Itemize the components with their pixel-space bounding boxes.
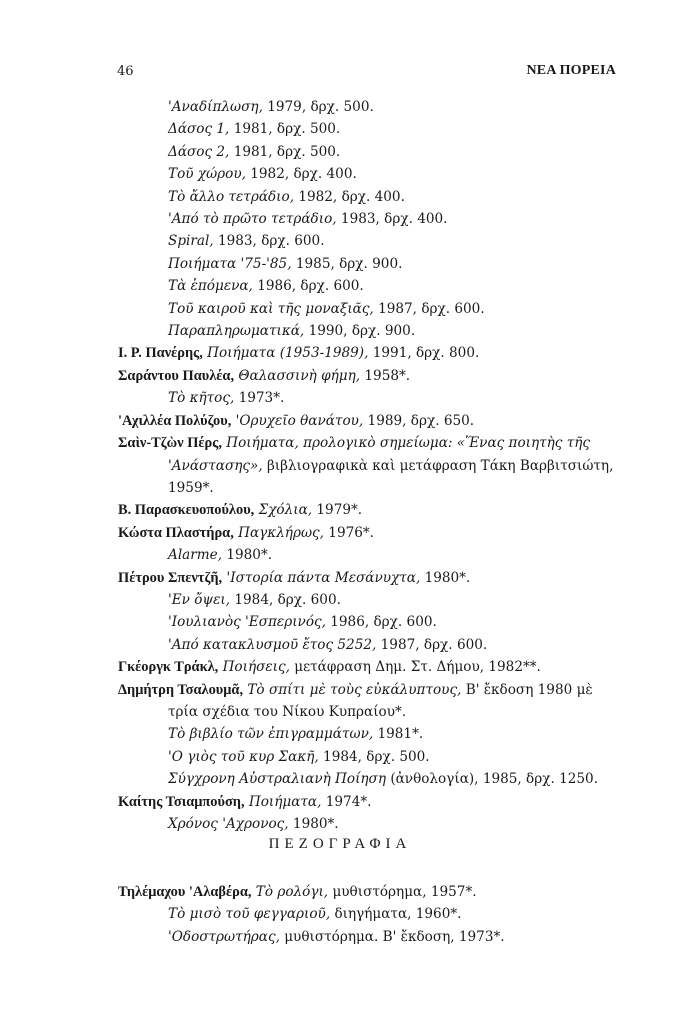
publication-details: 1980*. [420,569,471,586]
work-title: Παραπληρωματικά, [168,323,305,340]
work-title: Τὸ μισὸ τοῦ φεγγαριοῦ, [168,906,331,923]
work-title: Alarme, [168,547,223,564]
author-name: 'Αχιλλέα Πολύζου, [118,412,232,429]
bibliography-entry [118,791,624,813]
bibliography-subentry [118,118,624,140]
bibliography-subentry [118,926,624,948]
work-title: 'Οδοστρωτήρας, [168,928,280,945]
author-name: Τηλέμαχου 'Αλαβέρα, [118,884,252,900]
author-name: Β. Παρασκευοπούλου, [118,502,255,519]
work-title: Θαλασσινὴ φήμη, [234,367,361,384]
work-title: Spiral, [168,233,214,250]
bibliography-subentry [118,723,624,745]
bibliography-entry [118,881,624,903]
work-title: Τὸ ρολόγι, [251,884,329,900]
bibliography-subentry [118,230,624,252]
author-name: Πέτρου Σπεντζῆ, [118,569,223,586]
publication-details: 1982, δρχ. 400. [245,166,357,183]
page-number: 46 [117,64,134,79]
publication-details: 1987, δρχ. 600. [376,636,488,653]
bibliography-subentry [118,813,624,835]
bibliography-entry [118,522,624,544]
journal-title: ΝΕΑ ΠΟΡΕΙΑ [526,63,616,78]
bibliography-subentry [118,96,624,118]
author-name: Δημήτρη Τσαλουμᾶ, [118,681,244,698]
publication-details: διηγήματα, 1960*. [330,906,462,923]
work-title: Δάσος 2, [168,143,230,160]
work-title: Τὰ ἑπόμενα, [168,278,253,295]
work-title: 'Ο γιὸς τοῦ κυρ Σακῆ, [168,748,319,765]
publication-details: 1986, δρχ. 600. [252,278,364,295]
work-title: Τὸ βιβλίο τῶν ἐπιγραμμάτων, [168,726,374,743]
publication-details: μετάφραση Δημ. Στ. Δήμου, 1982**. [289,659,541,676]
work-title: 'Από τὸ πρῶτο τετράδιο, [168,211,337,228]
bibliography-subentry [118,544,624,566]
author-name: Γκέοργκ Τράκλ, [118,659,219,676]
publication-details: βιβλιογραφικὰ καὶ μετάφραση Τάκη Βαρβιτσιώτη, 1959*. [168,457,614,496]
work-title: Ποιήματα '75-'85, [168,255,292,272]
author-name: Ι. Ρ. Πανέρης, [118,345,203,362]
bibliography-subentry [118,589,624,611]
publication-details: 1979*. [312,502,363,519]
work-title: Τὸ κῆτος, [168,390,235,407]
bibliography-subentry [118,275,624,297]
work-title: 'Ιστορία πάντα Μεσάνυχτα, [222,569,421,586]
publication-details: 1984, δρχ. 500. [318,748,430,765]
publication-details: 1973*. [234,390,285,407]
work-title: 'Αναδίπλωση, [168,99,263,115]
work-title: Σχόλια, [254,502,313,519]
bibliography-subentry [118,611,624,633]
author-name: Καίτης Τσιαμπούση, [118,793,245,810]
publication-details: 1991, δρχ. 800. [368,345,480,362]
work-title: 'Ορυχεῖο θανάτου, [231,412,364,429]
author-name: Σαράντου Παυλέα, [118,367,235,384]
bibliography-subentry [118,253,624,275]
bibliography-entry [118,656,624,678]
work-title: Τοῦ καιροῦ καὶ τῆς μοναξιᾶς, [168,300,374,317]
publication-details: 1981, δρχ. 500. [229,121,341,138]
bibliography-subentry [118,320,624,342]
publication-details: 1980*. [288,816,339,832]
publication-details: 1985, δρχ. 900. [291,255,403,272]
work-title: Ποιήματα, προλογικὸ σημείωμα: «Ἕνας ποιητὴς τῆς 'Ανάστασης», [168,435,591,474]
publication-details: 1986, δρχ. 600. [325,614,437,631]
work-title: Ποιήματα (1953-1989), [202,345,369,362]
bibliography-subentry [118,163,624,185]
publication-details: Β' ἔκδοση 1980 μὲ τρία σχέδια του Νίκου Κυπραίου*. [168,681,593,720]
work-title: 'Εν ὄψει, [168,591,231,608]
publication-details: 1981, δρχ. 500. [229,143,341,160]
bibliography-entry [118,567,624,589]
publication-details: 1990, δρχ. 900. [304,323,416,340]
bibliography-entry [118,679,624,724]
publication-details: 1980*. [222,547,273,564]
publication-details: 1974*. [321,793,372,810]
bibliography-subentry [118,746,624,768]
work-title: Δάσος 1, [168,121,230,138]
work-title: 'Από κατακλυσμοῦ ἔτος 5252, [168,636,377,653]
poetry-bibliography [118,96,624,835]
bibliography-subentry [118,768,624,790]
work-title: Σύγχρονη Αὐστραλιανὴ Ποίηση [168,771,386,788]
bibliography-subentry [118,186,624,208]
publication-details: 1958*. [360,367,411,384]
publication-details: 1976*. [323,524,375,541]
bibliography-subentry [118,903,624,925]
bibliography-subentry [118,298,624,320]
publication-details: 1982, δρχ. 400. [294,188,405,205]
work-title: Ποιήματα, [244,793,322,810]
publication-details: μυθιστόρημα. Β' ἔκδοση, 1973*. [279,928,505,945]
author-name: Κώστα Πλαστήρα, [118,524,234,541]
publication-details: 1983, δρχ. 400. [336,211,448,228]
work-title: Τοῦ χώρου, [168,166,246,183]
publication-details: (ἀνθολογία), 1985, δρχ. 1250. [386,771,599,788]
publication-details: 1983, δρχ. 600. [213,233,325,250]
work-title: Παγκλήρως, [233,524,324,541]
bibliography-entry [118,432,624,499]
publication-details: 1987, δρχ. 600. [373,300,485,317]
publication-details: μυθιστόρημα, 1957*. [328,884,477,900]
bibliography-entry [118,342,624,364]
prose-bibliography [118,881,624,948]
bibliography-entry [118,499,624,521]
work-title: Ποιήσεις, [218,659,290,676]
work-title: Τὸ σπίτι μὲ τοὺς εὐκάλυπτους, [243,681,462,698]
publication-details: 1981*. [373,726,424,743]
bibliography-subentry [118,634,624,656]
bibliography-subentry [118,208,624,230]
bibliography-subentry [118,141,624,163]
bibliography-entry [118,410,624,432]
bibliography-subentry [118,387,624,409]
publication-details: 1989, δρχ. 650. [363,412,475,429]
work-title: Χρόνος 'Αχρονος, [168,816,289,832]
work-title: Τὸ ἄλλο τετράδιο, [168,188,295,205]
author-name: Σαὶν-Τζὼν Πέρς, [118,435,222,452]
section-title: ΠΕΖΟΓΡΑΦΙΑ [268,836,412,852]
work-title: 'Ιουλιανὸς 'Εσπερινός, [168,614,326,631]
publication-details: 1984, δρχ. 600. [230,591,341,608]
publication-details: 1979, δρχ. 500. [262,99,374,115]
bibliography-entry [118,365,624,387]
